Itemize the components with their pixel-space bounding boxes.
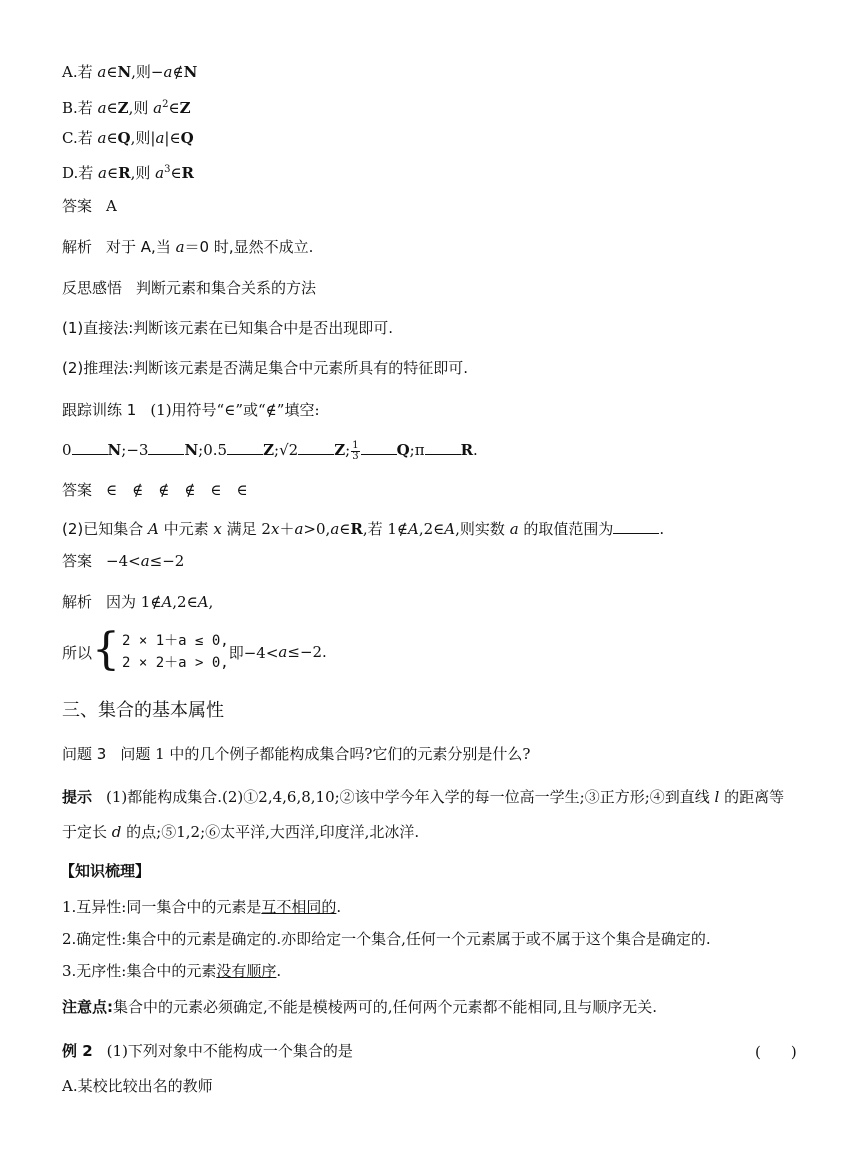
method-1: (1)直接法:判断该元素在已知集合中是否出现即可. <box>62 319 394 337</box>
reflection: 反思感悟 判断元素和集合关系的方法 <box>62 279 317 297</box>
section-heading: 三、集合的基本属性 <box>62 700 224 721</box>
answer-3: 答案 −4<a≤−2 <box>62 552 185 570</box>
blank[interactable] <box>298 440 334 455</box>
tracking-exercise: 跟踪训练 1 (1)用符号“∈”或“∉”填空: <box>62 401 320 419</box>
equation-2: 2 × 2＋a > 0, <box>122 655 229 671</box>
blank[interactable] <box>72 440 108 455</box>
blank[interactable] <box>425 440 461 455</box>
blank[interactable] <box>361 440 397 455</box>
option-a: A.若 a∈N,则−a∉N <box>62 63 198 81</box>
left-brace: { <box>92 624 121 675</box>
option-a-2: A.某校比较出名的教师 <box>62 1077 213 1095</box>
method-2: (2)推理法:判断该元素是否满足集合中元素所具有的特征即可. <box>62 359 469 377</box>
property-2: 2.确定性:集合中的元素是确定的.亦即给定一个集合,任何一个元素属于或不属于这个集合是确定的. <box>62 930 711 948</box>
fill-in-line: 0 N;−3 N;0.5 Z;√2 Z; $\frac{1}{3}$ Q;π R. <box>62 439 478 462</box>
property-3: 3.无序性:集合中的元素没有顺序. <box>62 962 282 980</box>
fraction: $\frac{1}{3}$ <box>352 439 359 462</box>
hint-line-1: 提示 (1)都能构成集合.(2)①2,4,6,8,10;②该中学今年入学的每一位高一学生;③正方形;④到直线 l 的距离等 <box>62 788 785 806</box>
blank[interactable] <box>227 440 263 455</box>
analysis-1: 解析 对于 A,当 a＝0 时,显然不成立. <box>62 238 314 256</box>
answer-blank[interactable] <box>613 519 659 534</box>
property-1: 1.互异性:同一集合中的元素是互不相同的. <box>62 898 342 916</box>
answer-2: 答案 ∈ ∉ ∉ ∉ ∈ ∈ <box>62 481 248 499</box>
answer-bracket[interactable]: ( ) <box>755 1043 797 1061</box>
question-2: (2)已知集合 A 中元素 x 满足 2x＋a>0,a∈R,若 1∉A,2∈A,则实数 a 的取值范围为 . <box>62 520 665 538</box>
option-d: D.若 a∈R,则 $a^3\in R$ <box>62 164 195 182</box>
blank[interactable] <box>148 440 184 455</box>
knowledge-heading: 【知识梳理】 <box>60 862 151 880</box>
example-2: 例 2 (1)下列对象中不能构成一个集合的是 <box>62 1042 353 1060</box>
inequality-system: 所以 { 2 × 1＋a ≤ 0, 2 × 2＋a > 0, 即−4< a ≤−2. <box>62 624 327 675</box>
answer-1: 答案 A <box>62 197 117 215</box>
note: 注意点:集合中的元素必须确定,不能是模棱两可的,任何两个元素都不能相同,且与顺序无关. <box>62 998 658 1016</box>
equation-1: 2 × 1＋a ≤ 0, <box>122 633 229 649</box>
option-b: B.若 a∈Z,则 $a^2\in Z$ <box>62 99 191 117</box>
analysis-2: 解析 因为 1∉A,2∈A, <box>62 593 214 611</box>
option-c: C.若 a∈Q,则|a|∈Q <box>62 129 194 147</box>
question-3: 问题 3 问题 1 中的几个例子都能构成集合吗?它们的元素分别是什么? <box>62 745 531 763</box>
hint-line-2: 于定长 d 的点;⑤1,2;⑥太平洋,大西洋,印度洋,北冰洋. <box>62 823 420 841</box>
